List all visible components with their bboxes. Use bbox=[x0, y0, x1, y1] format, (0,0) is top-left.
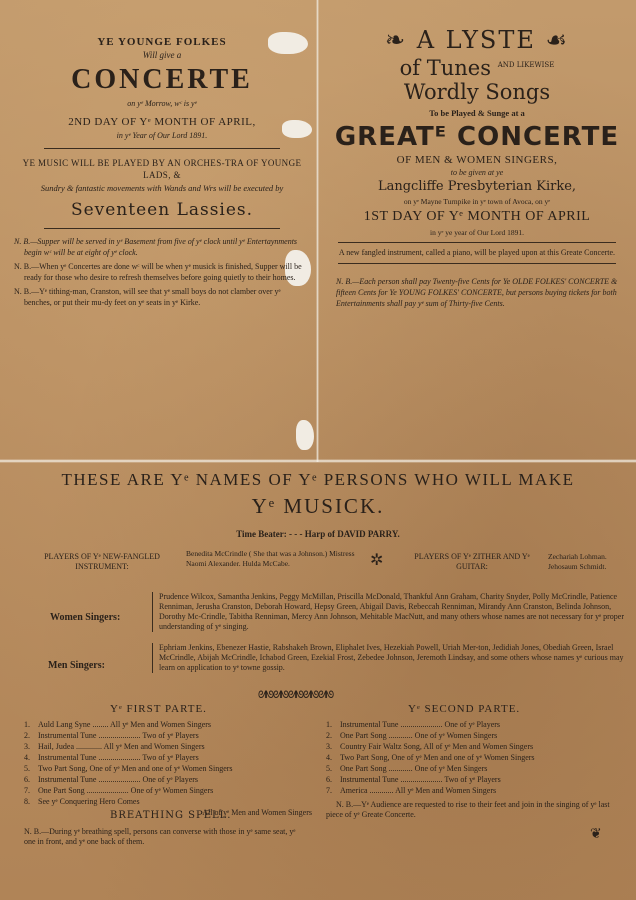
list-item: 3. Hail, Judea ............. All yᵉ Men and Women Singers bbox=[24, 742, 205, 751]
item-title: Auld Lang Syne bbox=[38, 720, 91, 729]
ticket-note: N. B.—Each person shall pay Twenty-five Cents for Ye OLDE FOLKES' CONCERTE & fifteen Cents for Ye YOUNG FOLKES' CONCERTE, but persons buying tickets for both Entertainments shall pay yᵉ sum of Thirty-five Cents. bbox=[336, 277, 618, 308]
seventeen-lassies: Seventeen Lassies. bbox=[70, 200, 254, 220]
item-number: 7. bbox=[24, 786, 30, 795]
time-beater: Time Beater: - - - Harp of DAVID PARRY. bbox=[236, 529, 400, 539]
younge-folkes-heading: YE YOUNGE FOLKES bbox=[97, 36, 227, 48]
list-item: 1. Auld Lang Syne ........ All yᵉ Men and Women Singers bbox=[24, 720, 212, 729]
item-title: America bbox=[340, 786, 368, 795]
item-number: 4. bbox=[326, 753, 332, 762]
will-give-text: Will give a bbox=[142, 50, 182, 60]
item-performer: One of yᵉ Women Singers bbox=[414, 731, 498, 740]
item-performer: All yᵉ Men and Women Singers bbox=[110, 720, 212, 729]
item-performer: One of yᵉ Women Singers bbox=[130, 786, 214, 795]
players-new-label: PLAYERS OF Yᵉ NEW-FANGLED INSTRUMENT: bbox=[44, 552, 160, 571]
concert-date: 1ST DAY OF Yᵉ MONTH OF APRIL bbox=[363, 209, 591, 224]
names-heading: THESE ARE Yᵉ NAMES OF Yᵉ PERSONS WHO WILL MAKE bbox=[61, 470, 575, 489]
item-title: One Part Song bbox=[340, 764, 387, 773]
of-tunes-text: of Tunes bbox=[399, 56, 492, 80]
given-at-text: to be given at ye bbox=[450, 168, 504, 177]
item-title: One Part Song bbox=[38, 786, 85, 795]
item-number: 2. bbox=[326, 731, 332, 740]
list-item: 6. Instrumental Tune ..................... Two of yᵉ Players bbox=[326, 775, 501, 784]
flourish-icon: ☙ bbox=[545, 26, 570, 54]
concerte-title: CONCERTE bbox=[71, 64, 253, 95]
players-new-names: Benedita McCrindle ( She that was a Johnson.) Mistress Naomi Alexander. Hulda McCabe. bbox=[186, 549, 355, 568]
players-zither-names: Zechariah Lohman. Jehosaum Schmidt. bbox=[548, 552, 607, 571]
left-notes bbox=[14, 237, 310, 308]
flourish-icon: ❧ bbox=[384, 26, 408, 54]
item-title: Instrumental Tune bbox=[38, 731, 97, 740]
tunes-line bbox=[328, 56, 626, 80]
divider bbox=[338, 263, 616, 264]
item-number: 5. bbox=[24, 764, 30, 773]
item-title: Country Fair Waltz Song bbox=[340, 742, 420, 751]
list-item bbox=[24, 796, 312, 807]
right-panel bbox=[328, 26, 626, 309]
piano-note: A new fangled instrument, called a piano, will be played upon at this Greate Concerte. bbox=[338, 248, 616, 257]
item-performer: One of yᵉ Men and one of yᵉ Women Singers bbox=[391, 753, 535, 762]
breathing-spell-note: N. B.—During yᵉ breathing spell, persons can converse with those in yᵉ same seat, yᵉ one in front, and yᵉ one back of them. bbox=[24, 827, 296, 846]
orchestra-text: YE MUSIC WILL BE PLAYED BY AN ORCHES-TRA OF YOUNGE LADS, & bbox=[22, 158, 302, 180]
lyste-title bbox=[328, 26, 626, 54]
first-parte-heading: Yᵉ FIRST PARTE. bbox=[110, 703, 207, 715]
item-title: Two Part Song bbox=[38, 764, 86, 773]
women-singers-names: Prudence Wilcox, Samantha Jenkins, Peggy McMillan, Priscilla McDonald, Thankful Ann Graham, Charity Snyder, Polly McCrindle, Patience Renniman, Jerusha Cranston, Deborah Howard, Hepsy Green, Abigail Davis, Rebeccah Renniman, Mirandy Ann Cranston, Belinda Johnson, Dorothy Mc-Crindle, Tabitha Renniman, Mercy Ann Johnson, Mehitable MacNutt, and many others whose names are not necessary for yᵉ proper understanding of yᵉ singing. bbox=[152, 592, 629, 632]
mayne-turnpike: on yᵉ Mayne Turnpike in yᵉ town of Avoca, on yᵉ bbox=[403, 197, 551, 206]
audience-note: N. B.—Yᵉ Audience are requested to rise to their feet and join in the singing of yᵉ last piece of yᵉ Greate Concerte. bbox=[326, 800, 610, 819]
item-performer: One of yᵉ Men and one of yᵉ Women Singers bbox=[89, 764, 233, 773]
item-title: Two Part Song bbox=[340, 753, 388, 762]
item-performer: One of yᵉ Players bbox=[142, 775, 199, 784]
item-title: Instrumental Tune bbox=[38, 775, 97, 784]
star-ornament-icon: ✲ bbox=[370, 552, 384, 569]
note-when-done: N. B.—When yᵉ Concertes are done wᶜ will be when yᵉ musick is finished, Supper will be ready for those who desire to refresh themselves before going quietly to their homes. bbox=[14, 262, 302, 282]
item-number: 6. bbox=[326, 775, 332, 784]
item-number: 3. bbox=[326, 742, 332, 751]
item-title: One Part Song bbox=[340, 731, 387, 740]
item-performer: One of yᵉ Players bbox=[444, 720, 501, 729]
item-number: 8. bbox=[24, 797, 30, 806]
list-item: 6. Instrumental Tune ..................... One of yᵉ Players bbox=[24, 775, 199, 784]
item-performer: Two of yᵉ Players bbox=[444, 775, 501, 784]
item-number: 1. bbox=[24, 720, 30, 729]
list-item: 3. Country Fair Waltz Song, All of yᵉ Men and Women Singers bbox=[326, 742, 534, 751]
concert-day: 2ND DAY OF Yᵉ MONTH OF APRIL, bbox=[68, 116, 256, 128]
list-item: 5. One Part Song ............ One of yᵉ Men Singers bbox=[326, 764, 488, 773]
item-number: 7. bbox=[326, 786, 332, 795]
wordly-songs: Wordly Songs bbox=[403, 80, 551, 104]
item-performer: Two of yᵉ Players bbox=[142, 731, 199, 740]
likewise-text: AND LIKEWISE bbox=[497, 61, 555, 69]
item-performer: All yᵉ Men and Women Singers bbox=[395, 786, 497, 795]
paper-tear bbox=[296, 420, 314, 450]
lyste-text: A LYSTE bbox=[416, 26, 536, 54]
fantastic-movements-text: Sundry & fantastic movements with Wands and Wrs will be executed by bbox=[40, 183, 284, 193]
men-singers-label: Men Singers: bbox=[48, 660, 105, 671]
divider bbox=[44, 228, 280, 229]
item-title: Instrumental Tune bbox=[38, 753, 97, 762]
item-performer: All yᵉ Men and Women Singers bbox=[103, 742, 205, 751]
list-item: 7. America ............ All yᵉ Men and Women Singers bbox=[326, 786, 497, 795]
women-singers-label: Women Singers: bbox=[50, 612, 121, 623]
item-number: 6. bbox=[24, 775, 30, 784]
divider bbox=[338, 242, 616, 243]
horizontal-fold bbox=[0, 459, 636, 463]
item-title: Hail, Judea bbox=[38, 742, 74, 751]
breathing-spell-heading: BREATHING SPELL. bbox=[110, 810, 232, 821]
item-number: 5. bbox=[326, 764, 332, 773]
list-item: 5. Two Part Song, One of yᵉ Men and one of yᵉ Women Singers bbox=[24, 764, 233, 773]
ornament-divider: ᘛᘚᘛᘚᘛᘚᘛᘚᘛᘚ bbox=[258, 690, 334, 701]
list-item: 4. Instrumental Tune ..................... Two of yᵉ Players bbox=[24, 753, 199, 762]
morrow-text: on yᵉ Morrow, wᶜ is yᵉ bbox=[127, 99, 197, 108]
item-performer: One of yᵉ Men Singers bbox=[414, 764, 488, 773]
note-tithing-man: N. B.—Yᵉ tithing-man, Cranston, will see that yᵉ small boys do not clamber over yᵉ benches, or put their mu-dy feet on yᵉ seats in yᵉ Kirke. bbox=[14, 287, 281, 307]
list-item: 2. Instrumental Tune ..................... Two of yᵉ Players bbox=[24, 731, 199, 740]
item-title: See yᵉ Conquering Hero Comes bbox=[38, 797, 140, 806]
divider bbox=[44, 148, 280, 149]
list-item: 4. Two Part Song, One of yᵉ Men and one of yᵉ Women Singers bbox=[326, 753, 535, 762]
played-text: To be Played & Sunge at a bbox=[429, 108, 525, 118]
item-title: Instrumental Tune bbox=[340, 775, 399, 784]
item-number: 1. bbox=[326, 720, 332, 729]
men-women-singers: OF MEN & WOMEN SINGERS, bbox=[396, 154, 558, 166]
concert-year: in yᵉ Year of Our Lord 1891. bbox=[116, 131, 208, 140]
note-supper: N. B.—Supper will be served in yᵉ Basement from five of yᵉ clock until yᵉ Entertaynments begin wᶜ will be at eight of yᵉ clock. bbox=[14, 237, 298, 257]
item-title: Instrumental Tune bbox=[340, 720, 399, 729]
list-item: 2. One Part Song ............ One of yᵉ Women Singers bbox=[326, 731, 498, 740]
bottom-section bbox=[0, 470, 636, 539]
item-performer: All of yᵉ Men and Women Singers bbox=[423, 742, 534, 751]
great-concerte-title: GREATᴱ CONCERTE bbox=[334, 122, 620, 152]
musick-heading: Yᵉ MUSICK. bbox=[251, 494, 385, 518]
item-number: 3. bbox=[24, 742, 30, 751]
item-performer: Two of yᵉ Players bbox=[142, 753, 199, 762]
men-singers-names: Ephriam Jenkins, Ebenezer Hastie, Rabshakeh Brown, Eliphalet Ives, Hezekiah Powell, Uriah Mer-ton, Jedidiah Jones, Obediah Green, Israel McCrindle, Abijah McCrindle, Ichabod Green, Ezekial Frost, Zebedee Johnson, Jeremoth Lindsay, and some others whose names yᵉ curious may learn on application to yᵉ towne gossip. bbox=[152, 643, 629, 673]
first-parte-list bbox=[24, 719, 312, 818]
second-parte-heading: Yᵉ SECOND PARTE. bbox=[408, 703, 521, 715]
concert-year-right: in yᵉ ye year of Our Lord 1891. bbox=[430, 228, 524, 237]
vertical-fold bbox=[316, 0, 319, 462]
list-item-performer-line: All of yᵉ Men and Women Singers bbox=[202, 808, 312, 817]
list-item: 7. One Part Song ..................... One of yᵉ Women Singers bbox=[24, 786, 214, 795]
second-parte-list bbox=[326, 719, 614, 796]
item-number: 4. bbox=[24, 753, 30, 762]
kirke-name: Langcliffe Presbyterian Kirke, bbox=[377, 179, 577, 194]
flourish-end-icon: ❦ bbox=[590, 827, 602, 842]
left-panel bbox=[14, 30, 310, 312]
item-number: 2. bbox=[24, 731, 30, 740]
list-item: 1. Instrumental Tune ..................... One of yᵉ Players bbox=[326, 720, 501, 729]
players-zither-label: PLAYERS OF Yᵉ ZITHER AND Yᵉ GUITAR: bbox=[414, 552, 530, 571]
